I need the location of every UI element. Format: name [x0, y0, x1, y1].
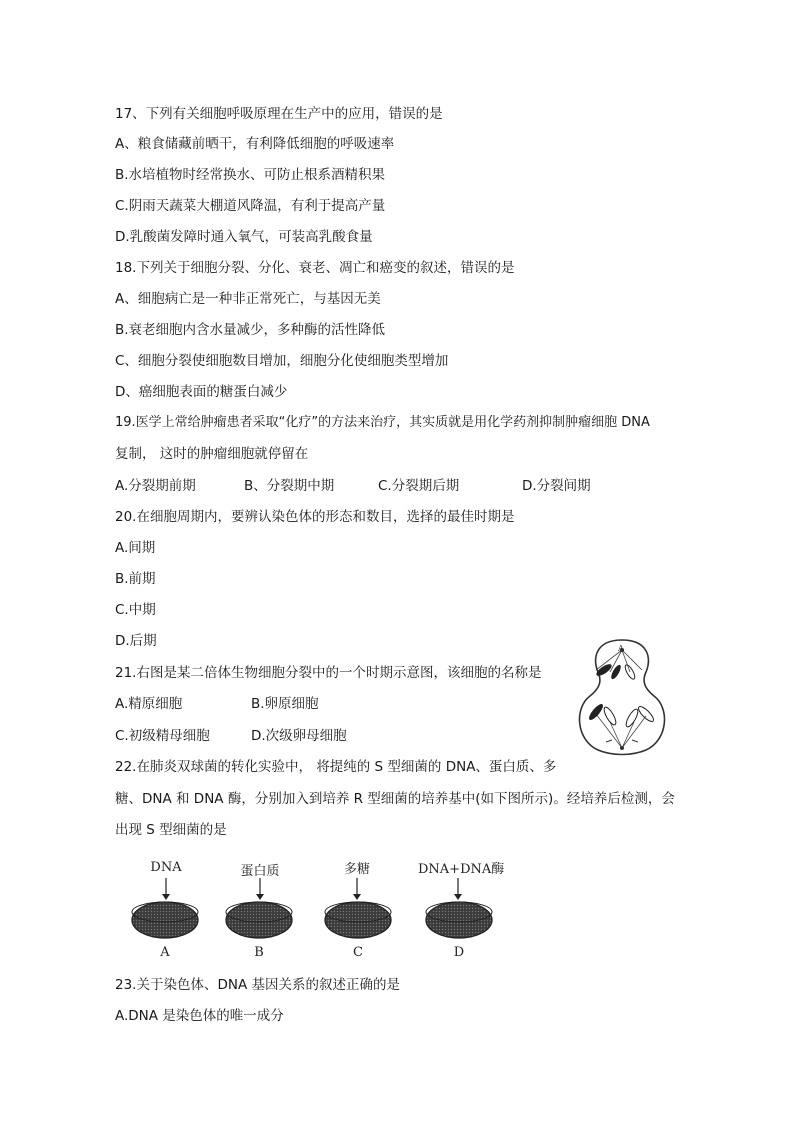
- q18-option-a: A、细胞病亡是一种非正常死亡，与基因无美: [115, 291, 381, 307]
- q18-option-b: B.衰老细胞内含水量减少，多种酶的活性降低: [115, 322, 386, 338]
- q23-stem: 23.关于染色体、DNA 基因关系的叙述正确的是: [115, 977, 400, 993]
- plate-a-letter: A: [160, 945, 170, 960]
- q20-option-b: B.前期: [115, 571, 156, 587]
- cell-division-diagram: [566, 636, 678, 758]
- q17-option-d: D.乳酸菌发障时通入氧气，可装高乳酸食量: [115, 229, 373, 245]
- q21-option-d: D.次级卵母细胞: [251, 728, 347, 744]
- plate-d: [426, 878, 492, 938]
- cell-division-figure: [566, 636, 678, 758]
- q19-option-c: C.分裂期后期: [378, 478, 460, 494]
- q21-stem: 21.右图是某二倍体生物细胞分裂中的一个时期示意图，该细胞的名称是: [115, 665, 542, 681]
- plate-c-letter: C: [353, 945, 363, 960]
- q17-option-b: B.水培植物时经常换水、可防止根系酒精积果: [115, 167, 386, 183]
- q20-stem: 20.在细胞周期内，要辨认染色体的形态和数目，选择的最佳时期是: [115, 509, 515, 525]
- q18-stem: 18.下列关于细胞分裂、分化、衰老、凋亡和癌变的叙述，错误的是: [115, 260, 515, 276]
- q19-stem-line2: 复制， 这时的肿瘤细胞就停留在: [115, 446, 309, 462]
- q20-option-a: A.间期: [115, 540, 156, 556]
- q18-option-d: D、癌细胞表面的糖蛋白减少: [115, 384, 288, 400]
- q22-stem-line2: 糖、DNA 和 DNA 酶，分别加入到培养 R 型细菌的培养基中(如下图所示)。经培养后检测，会: [115, 791, 675, 807]
- q22-stem-line1: 22.在肺炎双球菌的转化实验中， 将提纯的 S 型细菌的 DNA、蛋白质、多: [115, 759, 557, 775]
- q17-stem: 17、下列有关细胞呼吸原理在生产中的应用，错误的是: [115, 106, 443, 122]
- cell-figure-label: A: [618, 644, 624, 653]
- q19-option-d: D.分裂间期: [522, 478, 591, 494]
- q23-option-a: A.DNA 是染色体的唯一成分: [115, 1008, 284, 1024]
- q19-option-a: A.分裂期前期: [115, 478, 196, 494]
- q19-stem-line1: 19.医学上常给肿瘤患者采取“化疗”的方法来治疗，其实质就是用化学药剂抑制肿瘤细胞 DNA: [115, 415, 650, 430]
- q17-option-c: C.阴雨天蔬菜大棚道风降温，有利于提高产量: [115, 198, 386, 214]
- plate-d-letter: D: [453, 945, 465, 960]
- plate-b-label: 蛋白质: [240, 864, 280, 879]
- plate-b: [226, 878, 292, 938]
- q20-option-c: C.中期: [115, 602, 156, 618]
- q22-stem-line3: 出现 S 型细菌的是: [115, 822, 227, 838]
- plate-d-label: DNA+DNA酶: [418, 862, 505, 877]
- plate-a: [132, 878, 198, 938]
- plate-a-label: DNA: [150, 860, 182, 875]
- q18-option-c: C、细胞分裂使细胞数目增加，细胞分化使细胞类型增加: [115, 353, 449, 369]
- q21-option-a: A.精原细胞: [115, 696, 183, 712]
- culture-plates-figure: [120, 850, 520, 970]
- plate-b-letter: B: [254, 945, 264, 960]
- q20-option-d: D.后期: [115, 633, 157, 649]
- q19-option-b: B、分裂期中期: [244, 478, 335, 494]
- plate-c-label: 多糖: [343, 862, 370, 877]
- q17-option-a: A、粮食储藏前晒干，有利降低细胞的呼吸速率: [115, 136, 395, 152]
- q21-option-b: B.卵原细胞: [251, 696, 319, 712]
- plate-c: [325, 878, 391, 938]
- q21-option-c: C.初级精母细胞: [115, 728, 210, 744]
